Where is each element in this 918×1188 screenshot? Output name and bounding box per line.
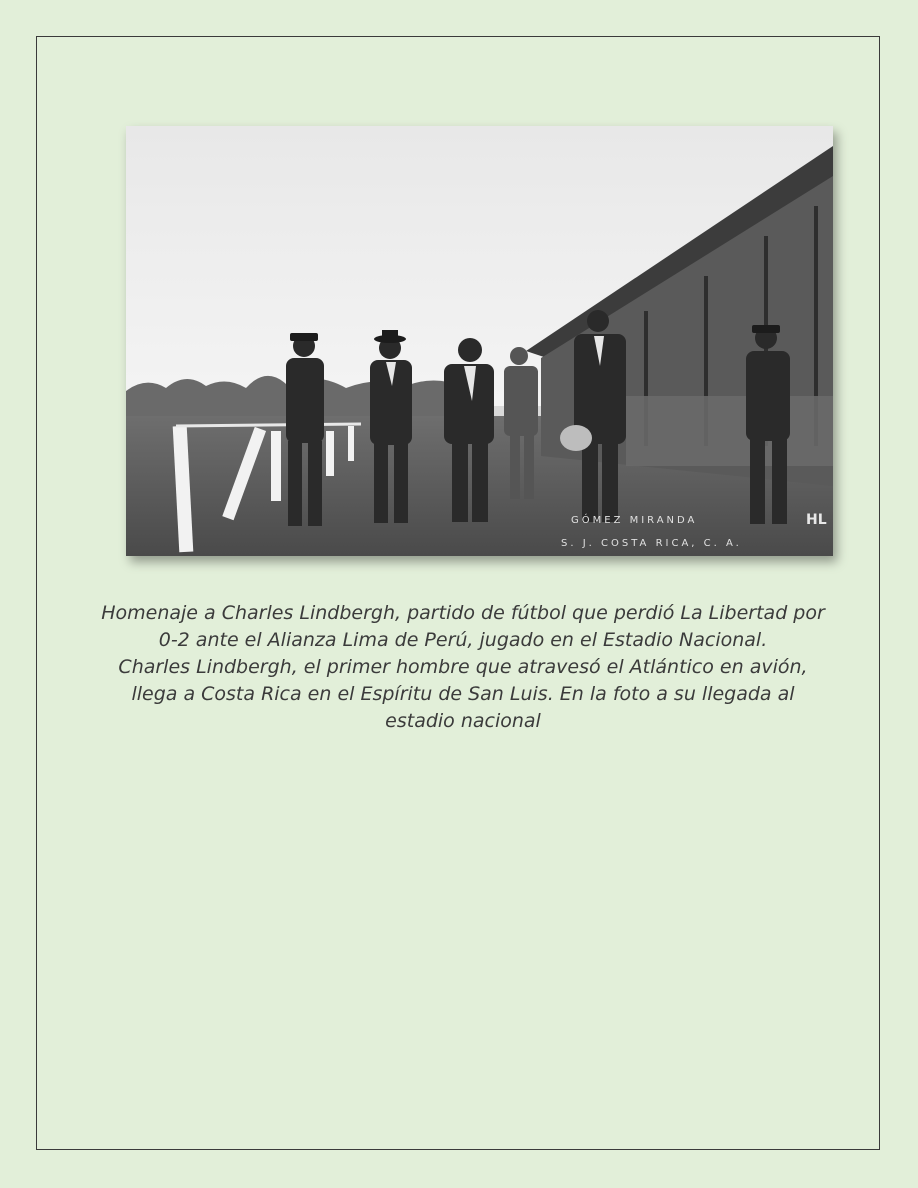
held-hat: [560, 425, 592, 451]
caption-paragraph-1: Homenaje a Charles Lindbergh, partido de fútbol que perdió La Libertad por 0-2 ante el Alianza Lima de Perú, jugado en el Estadio Nacional.: [101, 602, 825, 651]
photo-stamp-line2: S. J. COSTA RICA, C. A.: [561, 538, 742, 549]
photo-corner-mark: HL: [806, 512, 827, 528]
fence-rail: [176, 424, 361, 426]
crowd: [626, 396, 833, 466]
caption-paragraph-2: Charles Lindbergh, el primer hombre que atravesó el Atlántico en avión, llega a Costa Rica en el Espíritu de San Luis. En la foto a su llegada al estadio nacional: [118, 656, 808, 732]
historical-photo: [126, 126, 833, 556]
photo-drawing: [126, 126, 833, 556]
photo-caption: [100, 600, 826, 735]
photo-stamp-line1: GÓMEZ MIRANDA: [571, 515, 698, 526]
